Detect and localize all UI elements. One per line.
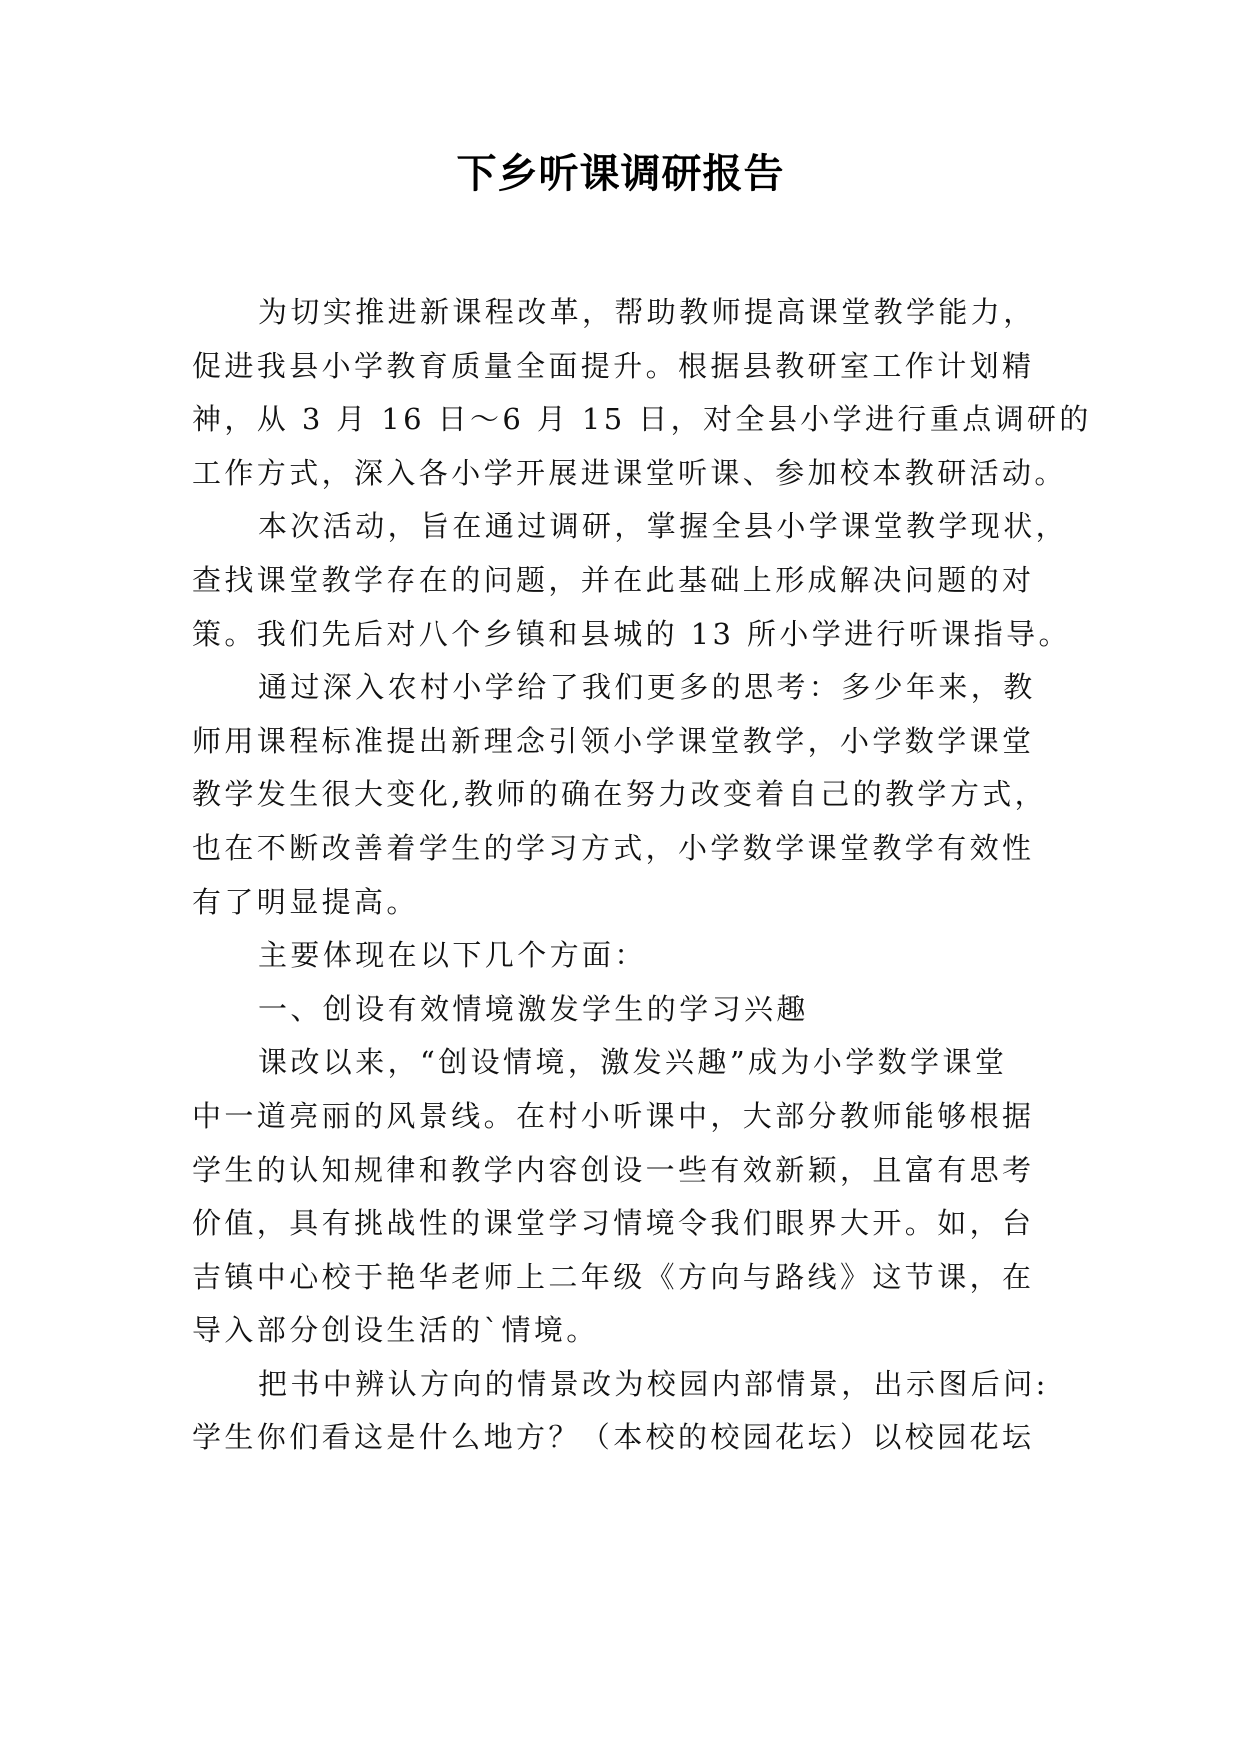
paragraph-line: 学生的认知规律和教学内容创设一些有效新颖，且富有思考 xyxy=(192,1152,1035,1187)
paragraph-line: 为切实推进新课程改革，帮助教师提高课堂教学能力， xyxy=(258,295,1036,329)
document-title: 下乡听课调研报告 xyxy=(456,150,785,197)
paragraph-line: 工作方式，深入各小学开展进课堂听课、参加校本教研活动。 xyxy=(192,455,1067,490)
paragraph-line: 课改以来，“创设情境，激发兴趣”成为小学数学课堂 xyxy=(258,1045,1008,1080)
paragraph-line: 价值，具有挑战性的课堂学习情境令我们眼界大开。如，台 xyxy=(192,1206,1035,1241)
paragraph-line: 策。我们先后对八个乡镇和县城的 13 所小学进行听课指导。 xyxy=(192,616,1071,651)
paragraph-line: 师用课程标准提出新理念引领小学课堂教学，小学数学课堂 xyxy=(192,723,1035,758)
paragraph-line: 通过深入农村小学给了我们更多的思考：多少年来，教 xyxy=(258,670,1036,705)
paragraph-line: 促进我县小学教育质量全面提升。根据县教研室工作计划精 xyxy=(192,348,1035,383)
paragraph-line: 本次活动，旨在通过调研，掌握全县小学课堂教学现状， xyxy=(258,509,1069,544)
section-heading: 一、创设有效情境激发学生的学习兴趣 xyxy=(258,991,809,1026)
paragraph-line: 有了明显提高。 xyxy=(192,884,419,919)
paragraph-line: 吉镇中心校于艳华老师上二年级《方向与路线》这节课，在 xyxy=(192,1259,1035,1294)
paragraph-line: 查找课堂教学存在的问题，并在此基础上形成解决问题的对 xyxy=(192,562,1035,597)
paragraph-line: 主要体现在以下几个方面： xyxy=(258,938,647,973)
paragraph-line: 神，从 3 月 16 日～6 月 15 日，对全县小学进行重点调研的 xyxy=(192,402,1092,437)
paragraph-line: 导入部分创设生活的`情境。 xyxy=(192,1313,599,1348)
paragraph-line: 学生你们看这是什么地方？（本校的校园花坛）以校园花坛 xyxy=(192,1420,1035,1455)
paragraph-line: 中一道亮丽的风景线。在村小听课中，大部分教师能够根据 xyxy=(192,1098,1035,1133)
document-body xyxy=(192,286,1092,1465)
paragraph-line: 把书中辨认方向的情景改为校园内部情景，出示图后问: xyxy=(258,1366,1049,1401)
paragraph-line: 也在不断改善着学生的学习方式，小学数学课堂教学有效性 xyxy=(192,830,1035,865)
paragraph-line: 教学发生很大变化,教师的确在努力改变着自己的教学方式， xyxy=(192,777,1048,812)
